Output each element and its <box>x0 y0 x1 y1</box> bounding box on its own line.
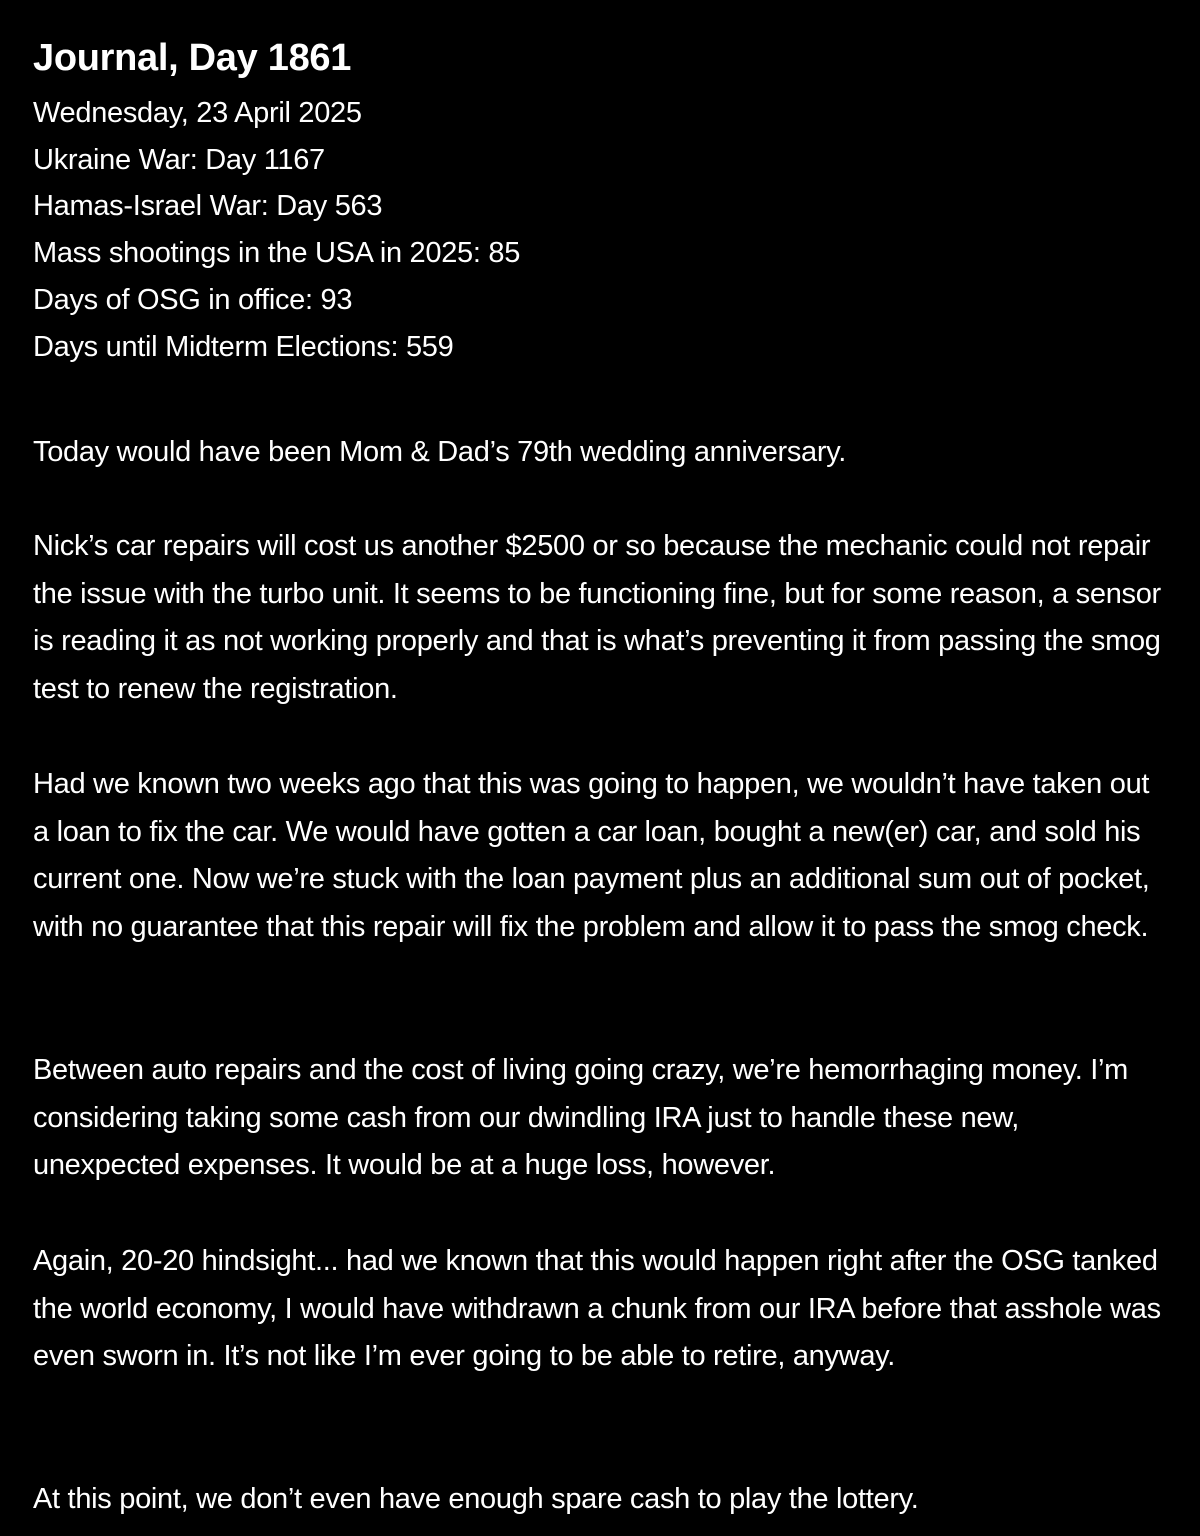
paragraph-car-repairs: Nick’s car repairs will cost us another $2500 or so because the mechanic could not repair the issue with the turbo unit. It seems to be functioning fine, but for some reason, a sensor is reading it as not working properly and that is what’s preventing it from passing the smog test to renew the registration. <box>33 530 1161 705</box>
paragraph-money-drain: Between auto repairs and the cost of living going crazy, we’re hemorrhaging money. I’m considering taking some cash from our dwindling IRA just to handle these new, unexpected expenses. It would be at a huge loss, however. <box>33 1054 1129 1181</box>
date-line: Wednesday, 23 April 2025 <box>33 97 362 129</box>
mass-shootings-counter: Mass shootings in the USA in 2025: 85 <box>33 237 521 270</box>
paragraph-anniversary: Today would have been Mom & Dad’s 79th wedding anniversary. <box>33 436 847 468</box>
paragraph-loan-regret: Had we known two weeks ago that this was going to happen, we wouldn’t have taken out a loan to fix the car. We would have gotten a car loan, bought a new(er) car, and sold his current one. Now we’re stuck with the loan payment plus an additional sum out of pocket, with no guarantee that this repair will fix the problem and allow it to pass the smog check. <box>33 768 1150 943</box>
journal-header-stats <box>33 90 1168 370</box>
hamas-israel-war-counter: Hamas-Israel War: Day 563 <box>33 190 383 223</box>
midterm-countdown: Days until Midterm Elections: 559 <box>33 330 454 363</box>
journal-title: Journal, Day 1861 <box>33 37 352 79</box>
ukraine-war-counter: Ukraine War: Day 1167 <box>33 143 325 176</box>
paragraph-hindsight: Again, 20-20 hindsight... had we known that this would happen right after the OSG tanked the world economy, I would have withdrawn a chunk from our IRA before that asshole was even sworn in. It’s not like I’m ever going to be able to retire, anyway. <box>33 1245 1161 1372</box>
paragraph-lottery: At this point, we don’t even have enough spare cash to play the lottery. <box>33 1483 919 1515</box>
osg-office-counter: Days of OSG in office: 93 <box>33 283 353 316</box>
